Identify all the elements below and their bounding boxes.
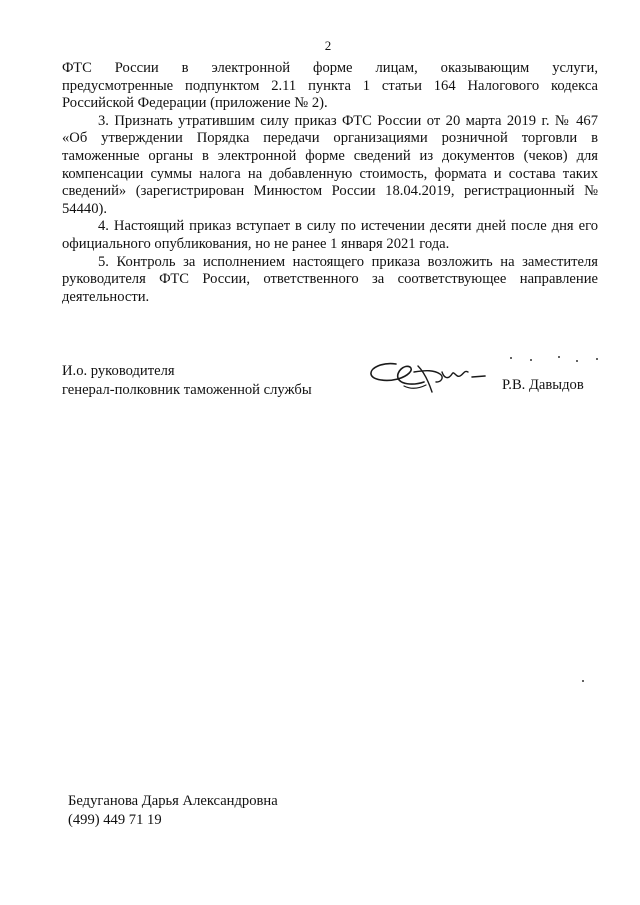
scan-speckle — [582, 680, 584, 682]
paragraph-4: 4. Настоящий приказ вступает в силу по истечении десяти дней после дня его официального опубликования, но не ранее 1 января 2021 года. — [62, 218, 598, 252]
performer-phone: (499) 449 71 19 — [68, 812, 162, 828]
paragraph-2-line-2: предусмотренные подпунктом 2.11 пункта 1 статьи 164 Налогового кодекса — [62, 77, 598, 94]
handwritten-signature-icon — [368, 358, 490, 400]
paragraph-2-continuation — [62, 60, 598, 78]
page-number: 2 — [324, 38, 332, 53]
paragraph-3: 3. Признать утратившим силу приказ ФТС России от 20 марта 2019 г. № 467 «Об утверждении Порядка передачи организациями розничной торговли в таможенные органы в электронной форме сведений из документов (чеков) для компенсации суммы налога на добавленную стоимость, формата и состава таких сведений» (зарегистрирован Минюстом России 18.04.2019, регистрационный № 54440). — [62, 112, 598, 217]
paragraph-2-line-1: ФТС России в электронной форме лицам, оказывающим услуги, — [62, 60, 598, 76]
performer-block — [68, 792, 278, 830]
paragraph-5: 5. Контроль за исполнением настоящего приказа возложить на заместителя руководителя ФТС России, ответственного за соответствующее направление деятельности. — [62, 253, 598, 305]
document-body — [62, 60, 598, 306]
signatory-title-line-2: генерал-полковник таможенной службы — [62, 382, 312, 398]
paragraph-2-continuation-line-3 — [62, 95, 598, 113]
paragraph-2-line-3: Российской Федерации (приложение № 2). — [62, 95, 328, 112]
signatory-name: Р.В. Давыдов — [502, 377, 584, 393]
paragraph-2-continuation-line-2 — [62, 78, 598, 96]
signatory-title-line-1: И.о. руководителя — [62, 363, 175, 379]
scan-speckles — [500, 355, 610, 375]
performer-name: Бедуганова Дарья Александровна — [68, 793, 278, 809]
